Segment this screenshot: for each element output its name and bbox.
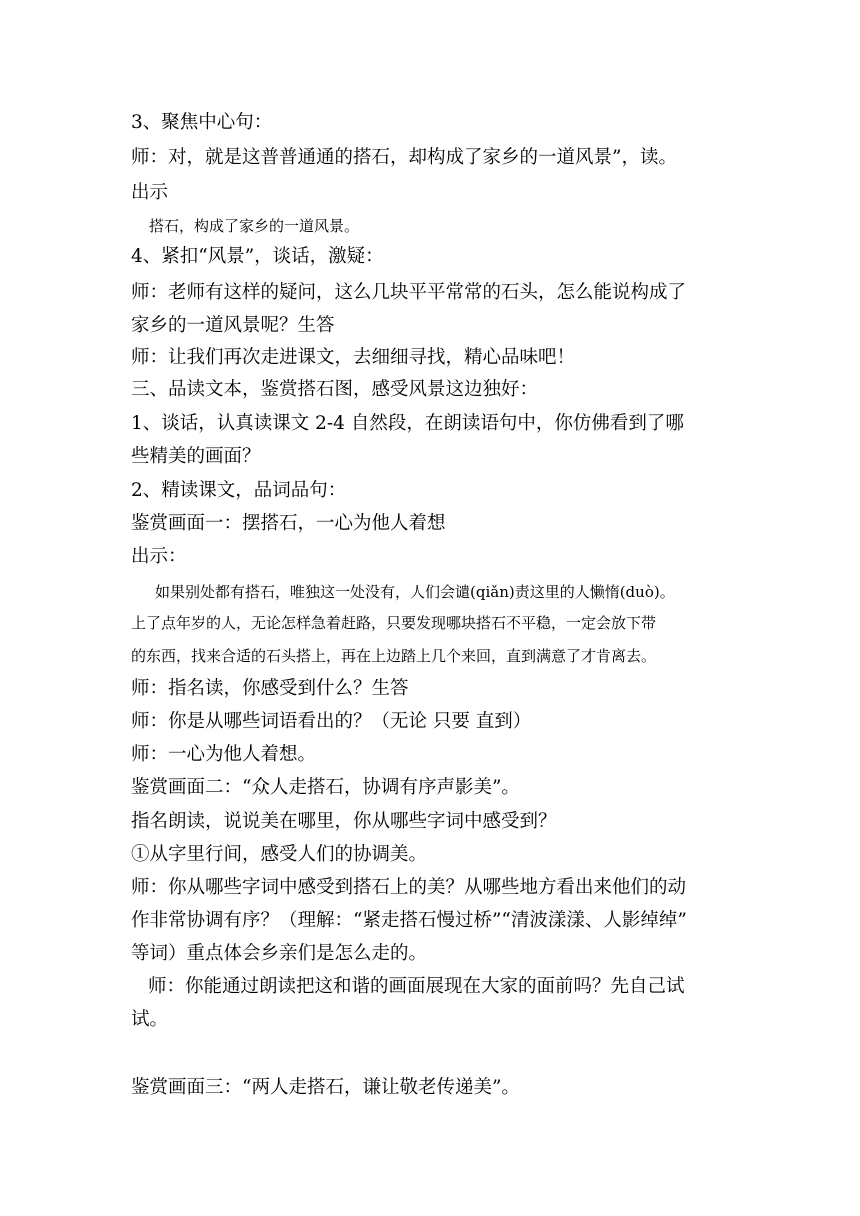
teacher-line: 师：你能通过朗读把这和谐的画面展现在大家的面前吗？先自己试 <box>148 976 685 997</box>
step-1: 1、谈话，认真读课文 2-4 自然段，在朗读语句中，你仿佛看到了哪 <box>131 413 684 434</box>
show-label: 出示 <box>131 182 169 203</box>
section-heading-3: 3、聚焦中心句： <box>131 112 273 133</box>
part-heading-3: 三、品读文本，鉴赏搭石图，感受风景这边独好： <box>131 379 539 400</box>
step-1-cont: 些精美的画面？ <box>131 446 261 467</box>
quote-line: 如果别处都有搭石，唯独这一处没有，人们会谴(qiǎn)责这里的人懒惰(duò)。 <box>155 583 675 601</box>
scene-3-heading: 鉴赏画面三：“两人走搭石，谦让敬老传递美”。 <box>131 1077 520 1098</box>
teacher-line-cont: 试。 <box>131 1009 169 1030</box>
teacher-line-cont: 家乡的一道风景呢？生答 <box>131 315 335 336</box>
teacher-line: 师：老师有这样的疑问，这么几块平平常常的石头，怎么能说构成了 <box>131 282 687 303</box>
teacher-line-cont: 等词）重点体会乡亲们是怎么走的。 <box>131 943 428 964</box>
point-1: ①从字里行间，感受人们的协调美。 <box>131 844 428 865</box>
teacher-line: 师：你从哪些字词中感受到搭石上的美？从哪些地方看出来他们的动 <box>131 877 687 898</box>
teacher-line: 师：你是从哪些词语看出的？（无论 只要 直到） <box>131 711 532 732</box>
scene-2-heading: 鉴赏画面二：“众人走搭石，协调有序声影美”。 <box>131 777 520 798</box>
quote-line: 搭石，构成了家乡的一道风景。 <box>149 217 360 235</box>
quote-line: 的东西，找来合适的石头搭上，再在上边踏上几个来回，直到满意了才肯离去。 <box>131 647 657 665</box>
teacher-line: 师：让我们再次走进课文，去细细寻找，精心品味吧！ <box>131 347 576 368</box>
quote-line: 上了点年岁的人，无论怎样急着赶路，只要发现哪块搭石不平稳，一定会放下带 <box>131 614 657 632</box>
teacher-line: 师：指名读，你感受到什么？生答 <box>131 678 409 699</box>
scene-1-heading: 鉴赏画面一：摆搭石，一心为他人着想 <box>131 513 446 534</box>
section-heading-4: 4、紧扣“风景”，谈话，激疑： <box>131 246 384 267</box>
show-label: 出示： <box>131 546 187 567</box>
teacher-line: 师：对，就是这普普通通的搭石，却构成了家乡的一道风景”，读。 <box>131 147 677 168</box>
step-2: 2、精读课文，品词品句： <box>131 480 347 501</box>
instruction-line: 指名朗读，说说美在哪里，你从哪些字词中感受到？ <box>131 811 557 832</box>
teacher-line: 师：一心为他人着想。 <box>131 744 317 765</box>
teacher-line-cont: 作非常协调有序？（理解：“紧走搭石慢过桥”“清波漾漾、人影绰绰” <box>131 910 687 931</box>
